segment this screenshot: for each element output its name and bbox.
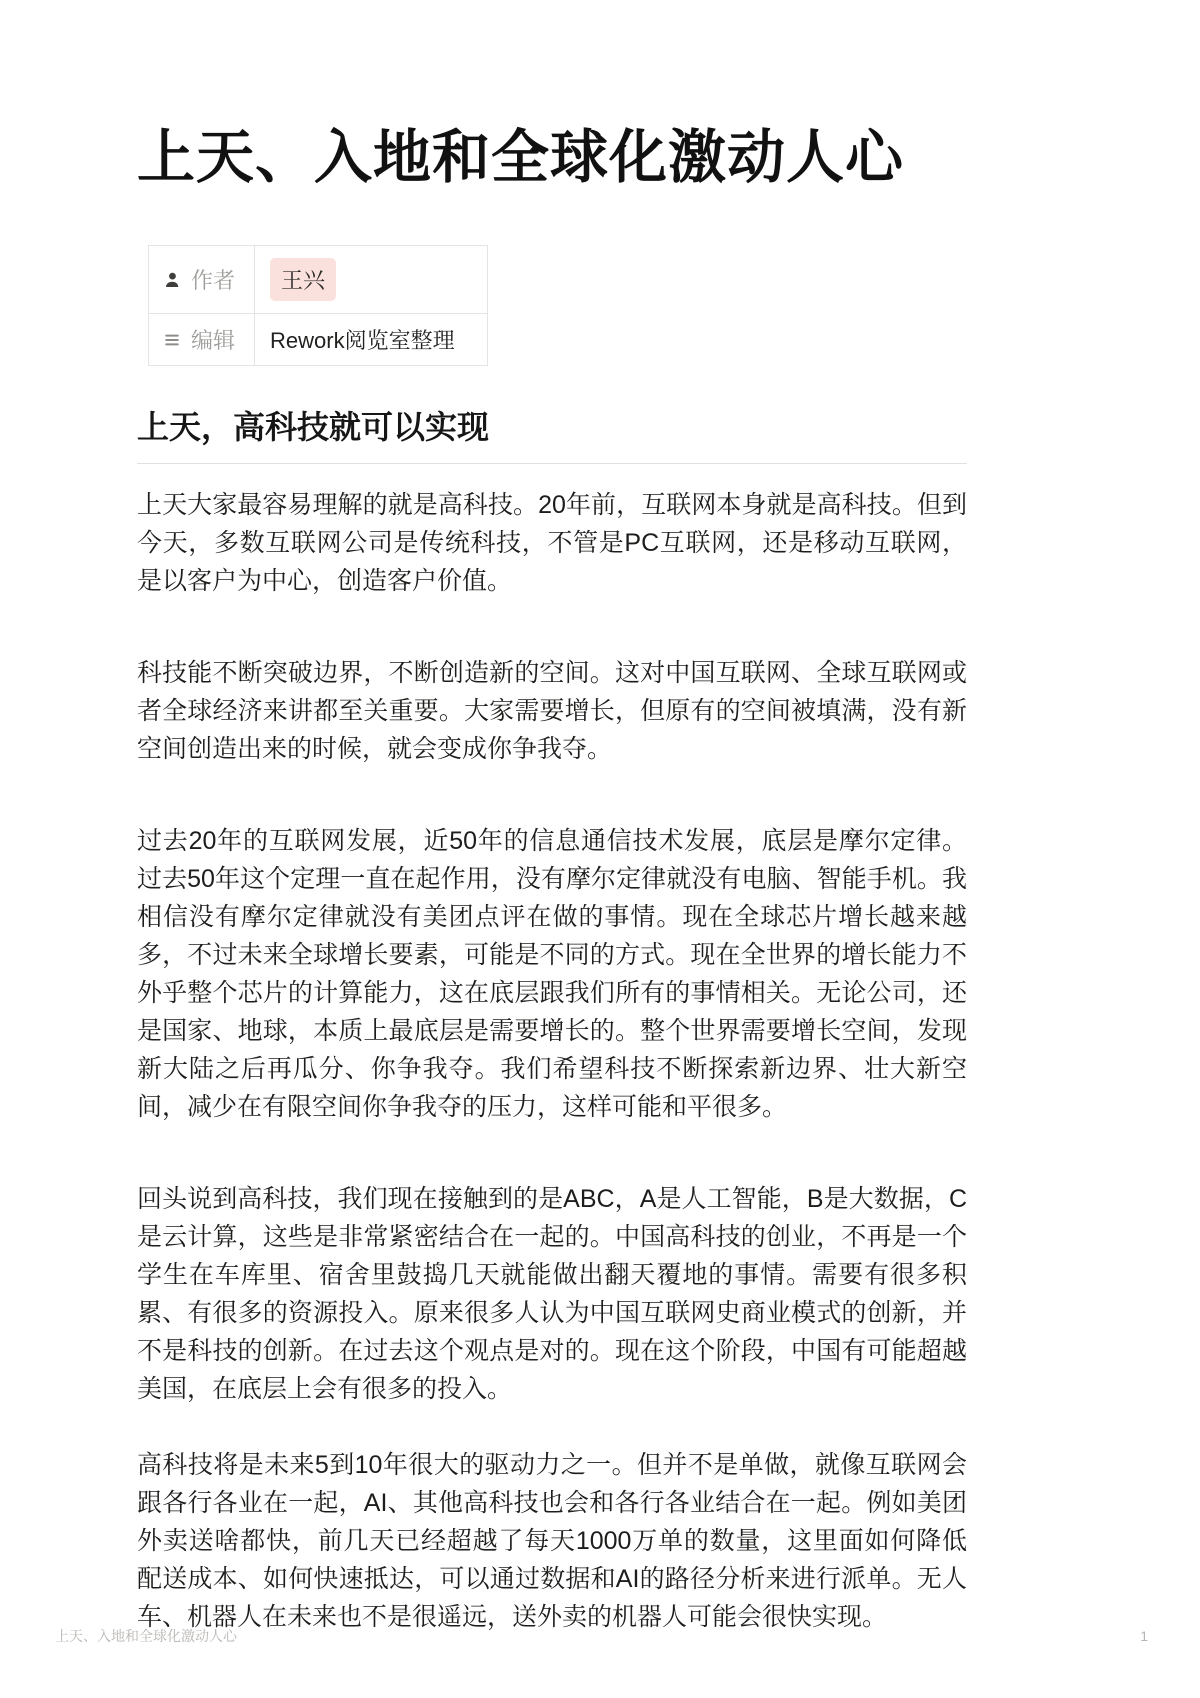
paragraph: 高科技将是未来5到10年很大的驱动力之一。但并不是单做，就像互联网会跟各行各业在一起，AI、其他高科技也会和各行各业结合在一起。例如美团外卖送啥都快，前几天已经超越了每天1000万单的数量，这里面如何降低配送成本、如何快速抵达，可以通过数据和AI的路径分析来进行派单。无人车、机器人在未来也不是很遥远，送外卖的机器人可能会很快实现。 (137, 1451, 967, 1632)
page-title: 上天、入地和全球化激动人心 (137, 125, 905, 190)
page-number: 1 (1140, 1628, 1148, 1644)
table-row (149, 314, 488, 366)
property-value-author: 王兴 (270, 258, 336, 301)
section-heading: 上天，高科技就可以实现 (137, 402, 967, 464)
property-value-editor: Rework阅览室整理 (270, 328, 455, 354)
paragraph: 过去20年的互联网发展，近50年的信息通信技术发展，底层是摩尔定律。过去50年这个定理一直在起作用，没有摩尔定律就没有电脑、智能手机。我相信没有摩尔定律就没有美团点评在做的事情。现在全球芯片增长越来越多，不过未来全球增长要素，可能是不同的方式。现在全世界的增长能力不外乎整个芯片的计算能力，这在底层跟我们所有的事情相关。无论公司，还是国家、地球，本质上最底层是需要增长的。整个世界需要增长空间，发现新大陆之后再瓜分、你争我夺。我们希望科技不断探索新边界、壮大新空间，减少在有限空间你争我夺的压力，这样可能和平很多。 (137, 827, 967, 1122)
paragraph: 科技能不断突破边界，不断创造新的空间。这对中国互联网、全球互联网或者全球经济来讲都至关重要。大家需要增长，但原有的空间被填满，没有新空间创造出来的时候，就会变成你争我夺。 (137, 659, 967, 764)
person-icon (162, 270, 182, 290)
property-label-editor: 编辑 (191, 328, 236, 354)
paragraph: 回头说到高科技，我们现在接触到的是ABC，A是人工智能，B是大数据，C是云计算，这些是非常紧密结合在一起的。中国高科技的创业，不再是一个学生在车库里、宿舍里鼓捣几天就能做出翻天覆地的事情。需要有很多积累、有很多的资源投入。原来很多人认为中国互联网史商业模式的创新，并不是科技的创新。在过去这个观点是对的。现在这个阶段，中国有可能超越美国，在底层上会有很多的投入。 (137, 1185, 967, 1404)
table-row (149, 246, 488, 314)
paragraph: 上天大家最容易理解的就是高科技。20年前，互联网本身就是高科技。但到今天，多数互联网公司是传统科技，不管是PC互联网，还是移动互联网，是以客户为中心，创造客户价值。 (137, 491, 967, 596)
properties-table (148, 245, 488, 366)
property-label-author: 作者 (191, 268, 236, 294)
document-body (137, 0, 967, 1690)
footer-document-title: 上天、入地和全球化激动人心 (55, 1628, 237, 1644)
page-footer (55, 1626, 1148, 1646)
list-icon (162, 330, 182, 350)
